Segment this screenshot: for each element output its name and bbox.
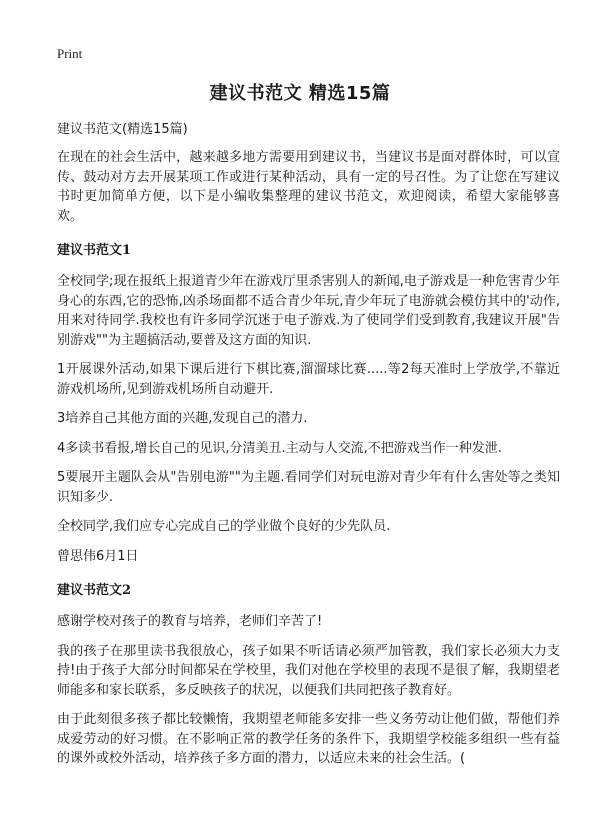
document-subtitle: 建议书范文(精选15篇) [57, 122, 188, 137]
section-1-paragraph: 3培养自己其他方面的兴趣,发现自己的潜力. [57, 411, 308, 426]
section-heading-1: 建议书范文1 [57, 243, 132, 258]
print-link[interactable]: Print [57, 46, 83, 61]
section-1-paragraph: 1开展课外活动,如果下课后进行下棋比赛,溜溜球比赛.....等2每天准时上学放学,不靠近游戏机场所,见到游戏机场所自动避开. [57, 362, 560, 397]
section-2-paragraph: 感谢学校对孩子的教育与培养，老师们辛苦了! [57, 614, 323, 629]
section-2-paragraph: 由于此刻很多孩子都比较懒惰，我期望老师能多安排一些义务劳动让他们做，帮他们养成爱劳动的好习惯。在不影响正常的教学任务的条件下，我期望学校能多组织一些有益的课外或校外活动，培养孩子多方面的潜力，以适应未来的社会生活。( [57, 712, 560, 766]
document-title: 建议书范文 精选15篇 [209, 83, 391, 104]
section-2-paragraph: 我的孩子在那里读书我很放心，孩子如果不听话请必须严加管教，我们家长必须大力支持!由于孩子大部分时间都呆在学校里，我们对他在学校里的表现不是很了解，我期望老师能多和家长联系，多反映孩子的状况，以便我们共同把孩子教育好。 [57, 643, 560, 698]
intro-paragraph: 在现在的社会生活中，越来越多地方需要用到建议书，当建议书是面对群体时，可以宣传、鼓动对方去开展某项工作或进行某种活动，具有一定的号召性。为了让您在写建议书时更加简单方便，以下是小编收集整理的建议书范文，欢迎阅读，希望大家能够喜欢。 [57, 150, 560, 224]
section-1-signature: 曾思伟6月1日 [57, 548, 139, 564]
section-1-paragraph: 5要展开主题队会从"告别电游""为主题.看同学们对玩电游对青少年有什么害处等之类知识知多少. [57, 470, 560, 505]
document-body [57, 120, 560, 779]
section-1-paragraph: 全校同学;现在报纸上报道青少年在游戏厅里杀害别人的新闻,电子游戏是一种危害青少年身心的东西,它的恐怖,凶杀场面都不适合青少年玩,青少年玩了电游就会模仿其中的'动作,用来对待同学.我校也有许多同学沉迷于电子游戏.为了使同学们受到教育,我建议开展"告别游戏""为主题搞活动,要普及这方面的知识. [57, 274, 560, 348]
section-1-paragraph: 全校同学,我们应专心完成自己的学业做个良好的少先队员. [57, 519, 391, 534]
section-1-paragraph: 4多读书看报,增长自己的见识,分清美丑.主动与人交流,不把游戏当作一种发泄. [57, 440, 502, 456]
section-heading-2: 建议书范文2 [57, 583, 132, 598]
